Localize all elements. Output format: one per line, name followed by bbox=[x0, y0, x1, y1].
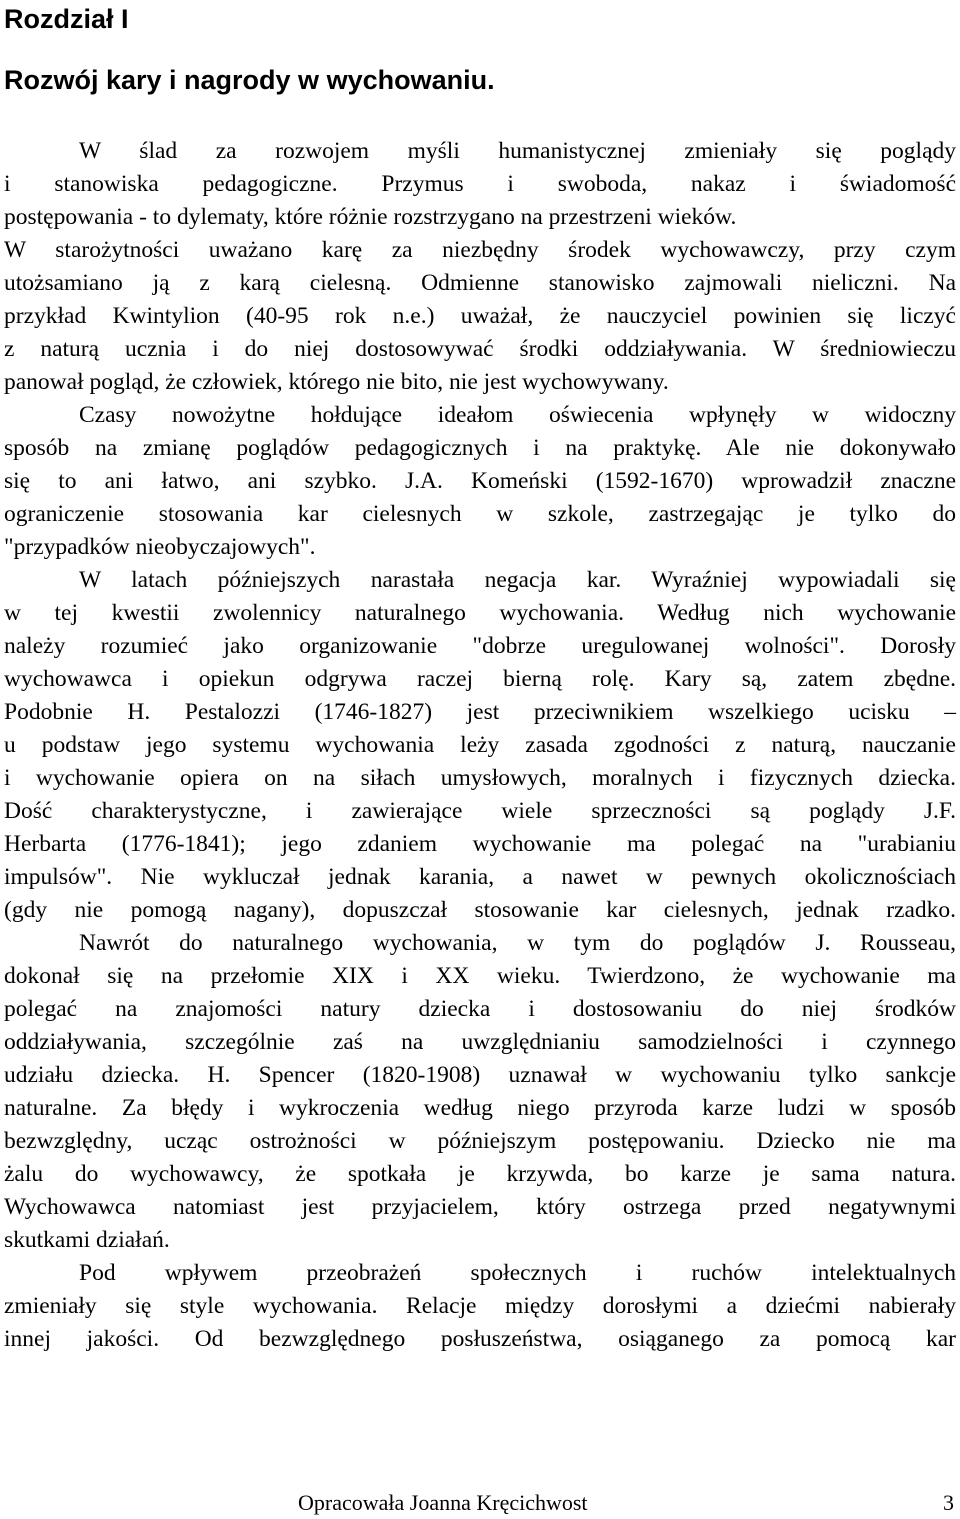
text-line: W starożytności uważano karę za niezbędny środek wychowawczy, przy czym bbox=[4, 237, 956, 263]
text-line: Dość charakterystyczne, i zawierające wiele sprzeczności są poglądy J.F. bbox=[4, 798, 956, 824]
text-line: z naturą ucznia i do niej dostosowywać środki oddziaływania. W średniowieczu bbox=[4, 336, 956, 362]
text-line: innej jakości. Od bezwzględnego posłuszeństwa, osiąganego za pomocą kar bbox=[4, 1326, 956, 1352]
text-line: należy rozumieć jako organizowanie "dobrze uregulowanej wolności". Dorosły bbox=[4, 633, 956, 659]
body-text bbox=[4, 135, 956, 1356]
text-line: naturalne. Za błędy i wykroczenia według niego przyroda karze ludzi w sposób bbox=[4, 1095, 956, 1121]
text-line: i stanowiska pedagogiczne. Przymus i swoboda, nakaz i świadomość bbox=[4, 171, 956, 197]
text-line: dokonał się na przełomie XIX i XX wieku. Twierdzono, że wychowanie ma bbox=[4, 963, 956, 989]
text-line: Podobnie H. Pestalozzi (1746-1827) jest przeciwnikiem wszelkiego ucisku – bbox=[4, 699, 956, 725]
text-line: impulsów". Nie wykluczał jednak karania, a nawet w pewnych okolicznościach bbox=[4, 864, 956, 890]
text-line: i wychowanie opiera on na siłach umysłowych, moralnych i fizycznych dziecka. bbox=[4, 765, 956, 791]
text-line: Nawrót do naturalnego wychowania, w tym do poglądów J. Rousseau, bbox=[79, 930, 956, 956]
text-line: Herbarta (1776-1841); jego zdaniem wychowanie ma polegać na "urabianiu bbox=[4, 831, 956, 857]
text-line: u podstaw jego systemu wychowania leży zasada zgodności z naturą, nauczanie bbox=[4, 732, 956, 758]
section-title: Rozwój kary i nagrody w wychowaniu. bbox=[4, 65, 495, 95]
footer-author: Opracowała Joanna Kręcichwost bbox=[298, 1490, 588, 1515]
text-line: żalu do wychowawcy, że spotkała je krzywda, bo karze je sama natura. bbox=[4, 1161, 956, 1187]
text-line: Wychowawca natomiast jest przyjacielem, który ostrzega przed negatywnymi bbox=[4, 1194, 956, 1220]
text-line: sposób na zmianę poglądów pedagogicznych i na praktykę. Ale nie dokonywało bbox=[4, 435, 956, 461]
text-line: "przypadków nieobyczajowych". bbox=[4, 534, 316, 560]
text-line: bezwzględny, ucząc ostrożności w późniejszym postępowaniu. Dziecko nie ma bbox=[4, 1128, 956, 1154]
text-line: w tej kwestii zwolennicy naturalnego wychowania. Według nich wychowanie bbox=[4, 600, 956, 626]
text-line: oddziaływania, szczególnie zaś na uwzględnianiu samodzielności i czynnego bbox=[4, 1029, 956, 1055]
text-line: (gdy nie pomogą nagany), dopuszczał stosowanie kar cielesnych, jednak rzadko. bbox=[4, 897, 956, 923]
text-line: przykład Kwintylion (40-95 rok n.e.) uważał, że nauczyciel powinien się liczyć bbox=[4, 303, 956, 329]
page-number: 3 bbox=[943, 1490, 954, 1515]
text-line: wychowawca i opiekun odgrywa raczej bierną rolę. Kary są, zatem zbędne. bbox=[4, 666, 956, 692]
text-line: W ślad za rozwojem myśli humanistycznej zmieniały się poglądy bbox=[79, 138, 956, 164]
chapter-heading: Rozdział I bbox=[4, 4, 129, 34]
text-line: utożsamiano ją z karą cielesną. Odmienne stanowisko zajmowali nieliczni. Na bbox=[4, 270, 956, 296]
text-line: się to ani łatwo, ani szybko. J.A. Komeński (1592-1670) wprowadził znaczne bbox=[4, 468, 956, 494]
text-line: Czasy nowożytne hołdujące ideałom oświecenia wpłynęły w widoczny bbox=[79, 402, 956, 428]
text-line: postępowania - to dylematy, które różnie rozstrzygano na przestrzeni wieków. bbox=[4, 204, 737, 230]
text-line: polegać na znajomości natury dziecka i dostosowaniu do niej środków bbox=[4, 996, 956, 1022]
text-line: zmieniały się style wychowania. Relacje między dorosłymi a dziećmi nabierały bbox=[4, 1293, 956, 1319]
text-line: Pod wpływem przeobrażeń społecznych i ruchów intelektualnych bbox=[79, 1260, 956, 1286]
text-line: udziału dziecka. H. Spencer (1820-1908) uznawał w wychowaniu tylko sankcje bbox=[4, 1062, 956, 1088]
page-footer bbox=[0, 1489, 960, 1519]
text-line: ograniczenie stosowania kar cielesnych w szkole, zastrzegając je tylko do bbox=[4, 501, 956, 527]
text-line: W latach późniejszych narastała negacja kar. Wyraźniej wypowiadali się bbox=[79, 567, 956, 593]
text-line: skutkami działań. bbox=[4, 1227, 170, 1253]
text-line: panował pogląd, że człowiek, którego nie bito, nie jest wychowywany. bbox=[4, 369, 669, 395]
